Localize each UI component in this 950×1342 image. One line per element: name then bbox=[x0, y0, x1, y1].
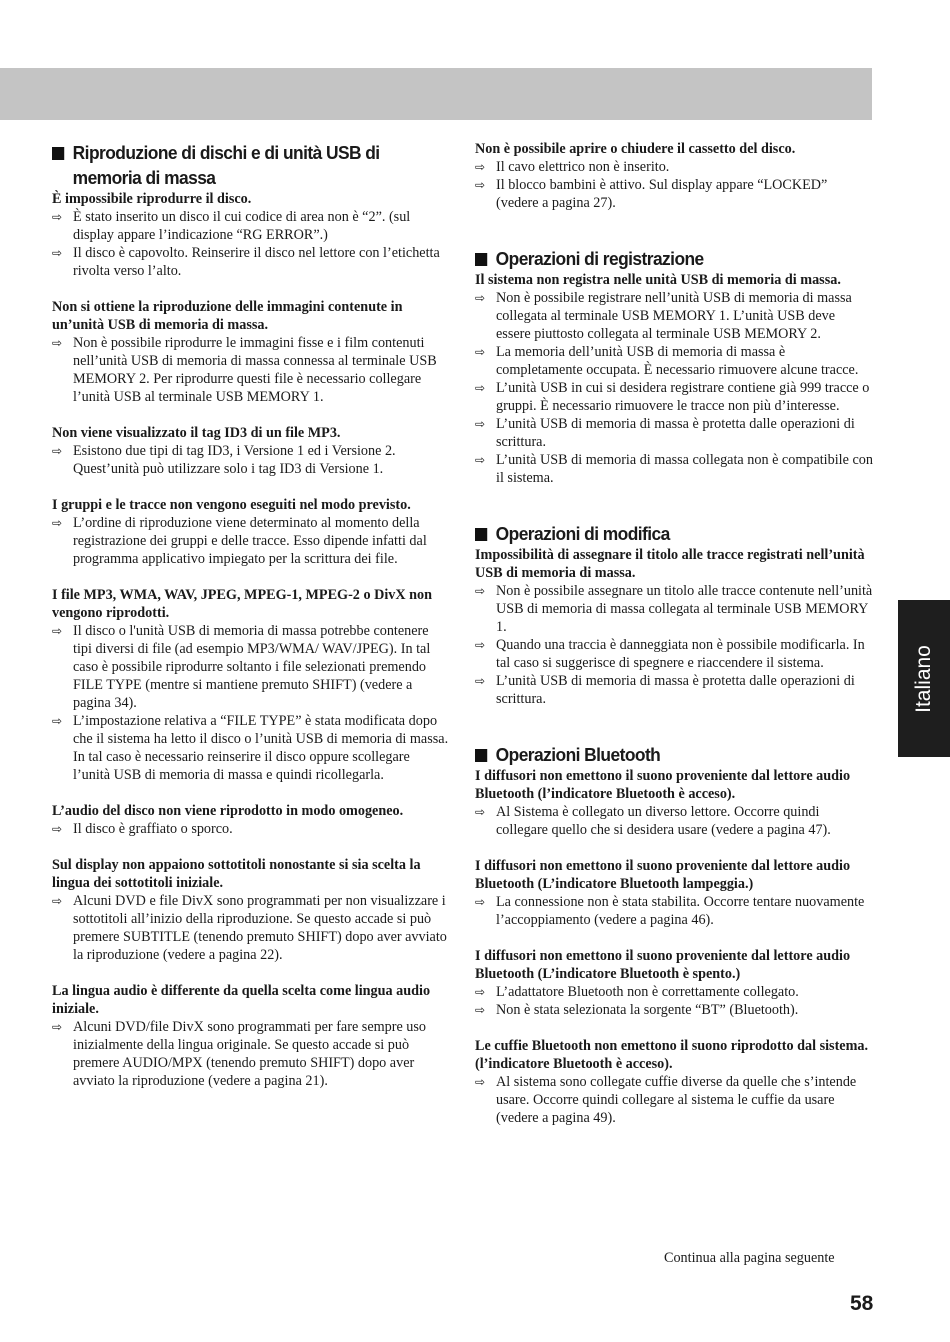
arrow-icon: ⇨ bbox=[475, 381, 486, 395]
troubleshoot-item bbox=[475, 1037, 873, 1127]
left-column bbox=[52, 140, 450, 1108]
arrow-icon: ⇨ bbox=[475, 638, 486, 652]
arrow-icon: ⇨ bbox=[52, 516, 63, 530]
problem-text: Impossibilità di assegnare il titolo alle tracce registrati nell’unità USB di memoria di massa. bbox=[475, 547, 865, 581]
problem-text: I file MP3, WMA, WAV, JPEG, MPEG-1, MPEG-2 o DivX non vengono riprodotti. bbox=[52, 587, 433, 621]
arrow-icon: ⇨ bbox=[52, 246, 63, 260]
troubleshoot-item bbox=[52, 190, 450, 280]
header-bar bbox=[0, 68, 872, 120]
solution-text bbox=[52, 1018, 450, 1090]
arrow-icon: ⇨ bbox=[475, 417, 486, 431]
section-spacer bbox=[475, 505, 873, 521]
section-heading bbox=[475, 742, 849, 767]
problem-text: I gruppi e le tracce non vengono eseguiti nel modo previsto. bbox=[52, 497, 411, 513]
solution-text-content: Non è possibile registrare nell’unità USB di memoria di massa collegata al terminale USB MEMORY 1. L’unità USB deve essere piuttosto collegata al terminale USB MEMORY 2. bbox=[496, 290, 852, 342]
problem-text: Il sistema non registra nelle unità USB di memoria di massa. bbox=[475, 272, 841, 288]
problem-text: I diffusori non emettono il suono proveniente dal lettore audio Bluetooth (L’indicatore Bluetooth lampeggia.) bbox=[475, 858, 851, 892]
solution-text bbox=[475, 176, 873, 212]
page-number: 58 bbox=[850, 1292, 874, 1315]
solution-text-content: L’unità USB di memoria di massa è protetta dalle operazioni di scrittura. bbox=[496, 416, 855, 450]
solution-text-content: L’unità USB di memoria di massa è protetta dalle operazioni di scrittura. bbox=[496, 673, 855, 707]
arrow-icon: ⇨ bbox=[52, 894, 63, 908]
arrow-icon: ⇨ bbox=[475, 895, 486, 909]
section-heading bbox=[475, 521, 849, 546]
solution-text bbox=[52, 712, 450, 784]
language-tab-label: Italiano bbox=[912, 644, 935, 713]
arrow-icon: ⇨ bbox=[52, 444, 63, 458]
problem-text: Sul display non appaiono sottotitoli nonostante si sia scelta la lingua dei sottotitoli iniziale. bbox=[52, 857, 421, 891]
solution-text bbox=[52, 892, 450, 964]
solution-text bbox=[475, 158, 873, 176]
solution-text bbox=[52, 622, 450, 712]
arrow-icon: ⇨ bbox=[475, 584, 486, 598]
solution-text-content: L’adattatore Bluetooth non è correttamente collegato. bbox=[496, 984, 799, 1000]
solution-text-content: Al Sistema è collegato un diverso lettore. Occorre quindi collegare quello che si desidera usare (vedere a pagina 47). bbox=[496, 804, 831, 838]
troubleshoot-item bbox=[475, 767, 873, 839]
arrow-icon: ⇨ bbox=[52, 1020, 63, 1034]
solution-text bbox=[475, 1001, 873, 1019]
troubleshoot-item bbox=[475, 546, 873, 708]
section-marker-icon bbox=[475, 749, 487, 762]
section-heading-text: Riproduzione di dischi e di unità USB di memoria di massa bbox=[72, 142, 380, 188]
solution-text bbox=[475, 636, 873, 672]
arrow-icon: ⇨ bbox=[52, 822, 63, 836]
arrow-icon: ⇨ bbox=[475, 291, 486, 305]
section-spacer bbox=[475, 726, 873, 742]
solution-text-content: Alcuni DVD e file DivX sono programmati per non visualizzare i sottotitoli all’inizio della riproduzione. Se questo accade si può premere SUBTITLE (tenendo premuto SHIFT) dopo aver avviato la riproduzione (vedere a pagina 22). bbox=[73, 893, 447, 963]
language-tab bbox=[898, 600, 950, 757]
solution-text bbox=[475, 343, 873, 379]
solution-text bbox=[52, 820, 450, 838]
section-heading bbox=[52, 140, 426, 190]
troubleshoot-item bbox=[475, 947, 873, 1019]
arrow-icon: ⇨ bbox=[52, 624, 63, 638]
troubleshoot-item bbox=[475, 271, 873, 487]
arrow-icon: ⇨ bbox=[475, 160, 486, 174]
solution-text-content: L’unità USB di memoria di massa collegata non è compatibile con il sistema. bbox=[496, 452, 873, 486]
section-heading-text: Operazioni di modifica bbox=[495, 523, 670, 544]
problem-text: L’audio del disco non viene riprodotto in modo omogeneo. bbox=[52, 803, 404, 819]
troubleshoot-item bbox=[475, 140, 873, 212]
problem-text: Le cuffie Bluetooth non emettono il suono riprodotto dal sistema. (l’indicatore Bluetooth è acceso). bbox=[475, 1038, 869, 1072]
arrow-icon: ⇨ bbox=[475, 674, 486, 688]
troubleshoot-item bbox=[52, 298, 450, 406]
right-column bbox=[475, 140, 873, 1145]
solution-text bbox=[52, 208, 450, 244]
problem-text: La lingua audio è differente da quella scelta come lingua audio iniziale. bbox=[52, 983, 431, 1017]
arrow-icon: ⇨ bbox=[475, 805, 486, 819]
solution-text bbox=[475, 289, 873, 343]
solution-text-content: L’impostazione relativa a “FILE TYPE” è stata modificata dopo che il sistema ha letto il disco o l’unità USB di memoria di massa. In tal caso è necessario reinserire il disco oppure scollegare l’unità USB di memoria di massa e quindi ricollegarla. bbox=[73, 713, 449, 783]
troubleshoot-item bbox=[52, 586, 450, 784]
section-heading-text: Operazioni Bluetooth bbox=[495, 744, 661, 765]
problem-text: È impossibile riprodurre il disco. bbox=[52, 191, 252, 207]
solution-text bbox=[52, 334, 450, 406]
solution-text-content: Alcuni DVD/file DivX sono programmati per fare sempre uso inizialmente della lingua originale. Se questo accade si può premere AUDIO/MPX (tenendo premuto SHIFT) dopo aver avviato la riproduzione (vedere a pagina 21). bbox=[73, 1019, 427, 1089]
arrow-icon: ⇨ bbox=[52, 210, 63, 224]
troubleshoot-item bbox=[52, 856, 450, 964]
solution-text-content: Non è possibile assegnare un titolo alle tracce contenute nell’unità USB di memoria di massa collegata al terminale USB MEMORY 1. bbox=[496, 583, 873, 635]
problem-text: I diffusori non emettono il suono proveniente dal lettore audio Bluetooth (L’indicatore Bluetooth è spento.) bbox=[475, 948, 851, 982]
solution-text bbox=[475, 893, 873, 929]
solution-text-content: Il disco è graffiato o sporco. bbox=[73, 821, 233, 837]
problem-text: I diffusori non emettono il suono proveniente dal lettore audio Bluetooth (l’indicatore Bluetooth è acceso). bbox=[475, 768, 851, 802]
solution-text-content: Non è stata selezionata la sorgente “BT” (Bluetooth). bbox=[496, 1002, 799, 1018]
solution-text bbox=[475, 983, 873, 1001]
solution-text bbox=[52, 244, 450, 280]
solution-text-content: L’unità USB in cui si desidera registrare contiene già 999 tracce o gruppi. È necessario rimuovere le tracce non più d’interesse. bbox=[496, 380, 870, 414]
arrow-icon: ⇨ bbox=[475, 1003, 486, 1017]
section-spacer bbox=[475, 230, 873, 246]
solution-text bbox=[475, 451, 873, 487]
problem-text: Non viene visualizzato il tag ID3 di un file MP3. bbox=[52, 425, 341, 441]
section-heading bbox=[475, 246, 849, 271]
solution-text bbox=[475, 582, 873, 636]
problem-text: Non si ottiene la riproduzione delle immagini contenute in un’unità USB di memoria di massa. bbox=[52, 299, 403, 333]
solution-text-content: La memoria dell’unità USB di memoria di massa è completamente occupata. È necessario rimuovere alcune tracce. bbox=[496, 344, 859, 378]
solution-text-content: Al sistema sono collegate cuffie diverse da quelle che s’intende usare. Occorre quindi collegare al sistema le cuffie da usare (vedere a pagina 49). bbox=[496, 1074, 857, 1126]
troubleshoot-item bbox=[52, 802, 450, 838]
solution-text bbox=[475, 415, 873, 451]
arrow-icon: ⇨ bbox=[475, 178, 486, 192]
arrow-icon: ⇨ bbox=[475, 345, 486, 359]
troubleshoot-item bbox=[52, 496, 450, 568]
solution-text-content: Non è possibile riprodurre le immagini fisse e i film contenuti nell’unità USB di memoria di massa connessa al terminale USB MEMORY 2. Per riprodurre questi file è necessario collegare l’unità USB al terminale USB MEMORY 1. bbox=[73, 335, 437, 405]
arrow-icon: ⇨ bbox=[475, 1075, 486, 1089]
arrow-icon: ⇨ bbox=[475, 985, 486, 999]
solution-text bbox=[475, 803, 873, 839]
solution-text bbox=[52, 442, 450, 478]
solution-text-content: Quando una traccia è danneggiata non è possibile modificarla. In tal caso si suggerisce di spegnere e riaccendere il sistema. bbox=[496, 637, 865, 671]
solution-text-content: Il blocco bambini è attivo. Sul display appare “LOCKED” (vedere a pagina 27). bbox=[496, 177, 828, 211]
solution-text-content: Esistono due tipi di tag ID3, i Versione 1 ed i Versione 2. Quest’unità può utilizzare solo i tag ID3 di Versione 1. bbox=[73, 443, 396, 477]
solution-text bbox=[475, 1073, 873, 1127]
continue-note: Continua alla pagina seguente bbox=[664, 1250, 835, 1266]
solution-text bbox=[475, 672, 873, 708]
section-heading-text: Operazioni di registrazione bbox=[495, 248, 704, 269]
solution-text-content: Il disco o l'unità USB di memoria di massa potrebbe contenere tipi diversi di file (ad esempio MP3/WMA/ WAV/JPEG). In tal caso è possibile riprodurre soltanto i file selezionati premendo FILE TYPE (mentre si mantiene premuto SHIFT) (vedere a pagina 34). bbox=[73, 623, 431, 711]
troubleshoot-item bbox=[52, 982, 450, 1090]
arrow-icon: ⇨ bbox=[52, 714, 63, 728]
solution-text-content: Il disco è capovolto. Reinserire il disco nel lettore con l’etichetta rivolta verso l’alto. bbox=[73, 245, 440, 279]
section-marker-icon bbox=[475, 253, 487, 266]
troubleshoot-item bbox=[52, 424, 450, 478]
arrow-icon: ⇨ bbox=[52, 336, 63, 350]
solution-text-content: L’ordine di riproduzione viene determinato al momento della registrazione dei gruppi e delle tracce. Esso dipende infatti dal programma applicativo impiegato per la scrittura dei file. bbox=[73, 515, 427, 567]
solution-text-content: Il cavo elettrico non è inserito. bbox=[496, 159, 670, 175]
solution-text bbox=[52, 514, 450, 568]
arrow-icon: ⇨ bbox=[475, 453, 486, 467]
troubleshoot-item bbox=[475, 857, 873, 929]
solution-text bbox=[475, 379, 873, 415]
section-marker-icon bbox=[52, 147, 64, 160]
problem-text: Non è possibile aprire o chiudere il cassetto del disco. bbox=[475, 141, 796, 157]
solution-text-content: È stato inserito un disco il cui codice di area non è “2”. (sul display appare l’indicazione “RG ERROR”.) bbox=[73, 209, 411, 243]
solution-text-content: La connessione non è stata stabilita. Occorre tentare nuovamente l’accoppiamento (vedere a pagina 46). bbox=[496, 894, 865, 928]
section-marker-icon bbox=[475, 528, 487, 541]
